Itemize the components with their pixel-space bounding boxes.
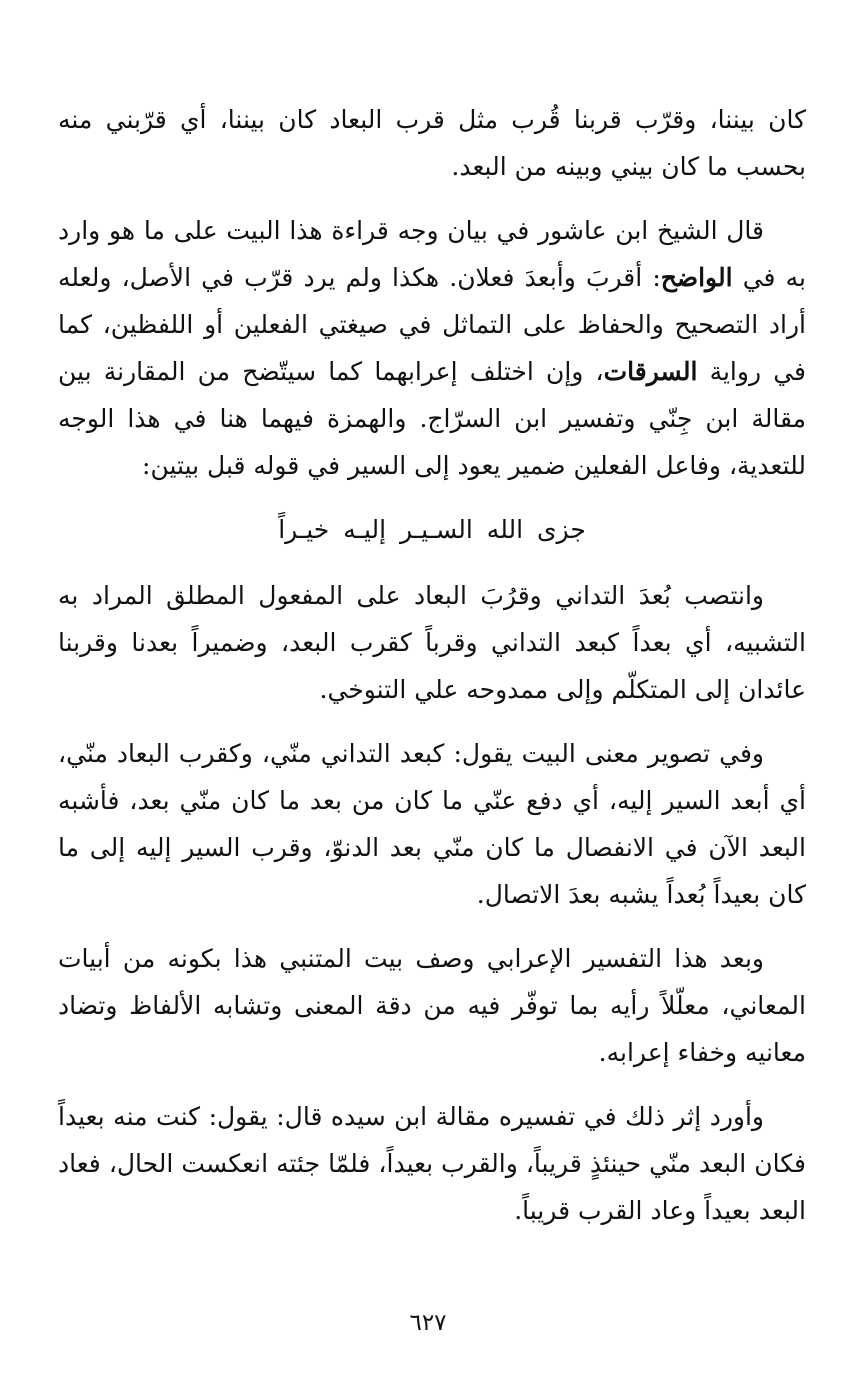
paragraph-4 [58,730,806,918]
paragraph-2-text-c: ، وإن اختلف إعرابهما كما سيتّضح من المقارنة بين مقالة ابن جِنّي وتفسير ابن السرّاج. والهمزة فيهما هنا في هذا الوجه للتعدية، وفاعل الفعلين ضمير يعود إلى السير في قوله قبل بيتين: [58,357,806,480]
paragraph-3 [58,572,806,713]
page-number: ٦٢٧ [409,1310,447,1336]
paragraph-2 [58,207,806,489]
paragraph-1-text: كان بيننا، وقرّب قربنا قُرب مثل قرب البعاد كان بيننا، أي قرّبني منه بحسب ما كان بيني وبينه من البعد. [58,105,806,181]
page-body [58,96,806,1234]
source-title-sariqat: السرقات [603,357,698,386]
paragraph-3-text: وانتصب بُعدَ التداني وقرُبَ البعاد على المفعول المطلق المراد به التشبيه، أي بعداً كبعد التداني وقرباً كقرب البعد، وضميراً بعدنا وقربنا عائدان إلى المتكلّم وإلى ممدوحه علي التنوخي. [58,581,806,704]
paragraph-5 [58,935,806,1076]
paragraph-2-text-b: : أقربَ وأبعدَ فعلان. هكذا ولم يرد قرّب في الأصل، ولعله أراد التصحيح والحفاظ على التماثل في صيغتي الفعلين أو اللفظين، كما في رواية [58,263,806,386]
paragraph-6 [58,1093,806,1234]
paragraph-1 [58,96,806,190]
source-title-wadih: الواضح [660,263,733,292]
paragraph-4-text: وفي تصوير معنى البيت يقول: كبعد التداني منّي، وكقرب البعاد منّي، أي أبعد السير إليه، أي دفع عنّي ما كان من بعد ما كان منّي بعد، فأشبه البعد الآن في الانفصال ما كان منّي بعد الدنوّ، وقرب السير إليه إلى ما كان بعيداً بُعداً يشبه بعدَ الاتصال. [58,739,806,909]
paragraph-6-text: وأورد إثر ذلك في تفسيره مقالة ابن سيده قال: يقول: كنت منه بعيداً فكان البعد منّي حينئذٍ قريباً، والقرب بعيداً، فلمّا جئته انعكست الحال، فعاد البعد بعيداً وعاد القرب قريباً. [58,1102,806,1225]
paragraph-5-text: وبعد هذا التفسير الإعرابي وصف بيت المتنبي هذا بكونه من أبيات المعاني، معلّلاً رأيه بما توفّر فيه من دقة المعنى وتشابه الألفاظ وتضاد معانيه وخفاء إعرابه. [58,944,806,1067]
verse-quote: جزى الله السـيـر إليـه خيـراً [278,515,586,544]
paragraph-2-text-a: قال الشيخ ابن عاشور في بيان وجه قراءة هذا البيت على ما هو وارد به في [58,216,806,292]
